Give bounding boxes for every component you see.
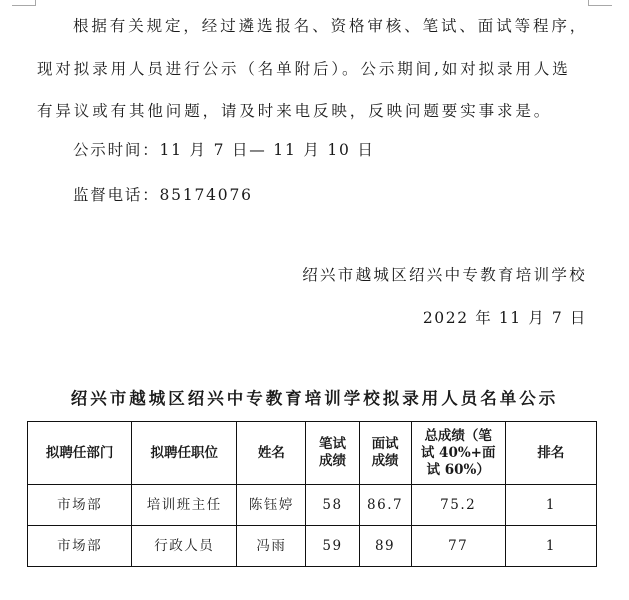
header-total-score — [411, 422, 505, 485]
cell-department: 市场部 — [28, 485, 132, 526]
cell-department: 市场部 — [28, 526, 132, 567]
cell-total-score: 75.2 — [411, 485, 505, 526]
roster-title: 绍兴市越城区绍兴中专教育培训学校拟录用人员名单公示 — [70, 389, 559, 408]
header-name: 姓名 — [237, 422, 306, 485]
cell-position: 培训班主任 — [132, 485, 237, 526]
header-total-score-line-2: 试 40%+面 — [420, 444, 496, 461]
cell-name: 陈钰婷 — [237, 485, 306, 526]
header-total-score-line-3: 试 60%） — [426, 461, 490, 478]
cell-name: 冯雨 — [237, 526, 306, 567]
signature-organization: 绍兴市越城区绍兴中专教育培训学校 — [302, 266, 587, 284]
publicity-period: 公示时间：11 月 7 日— 11 月 10 日 — [73, 141, 375, 159]
notice-paragraph-line-2: 现对拟录用人员进行公示（名单附后）。公示期间,如对拟录用人选 — [37, 60, 571, 78]
supervision-phone: 监督电话：85174076 — [73, 186, 253, 204]
table-header-row — [28, 422, 597, 485]
page-margin-corner-mark-left — [12, 0, 36, 6]
cell-written-score: 59 — [306, 526, 359, 567]
notice-paragraph-line-3: 有异议或有其他问题，请及时来电反映，反映问题要实事求是。 — [37, 102, 553, 120]
page-margin-corner-mark-right — [588, 0, 612, 6]
header-total-score-line-1: 总成绩（笔 — [424, 427, 492, 444]
cell-interview-score: 89 — [359, 526, 411, 567]
header-interview-score — [359, 422, 411, 485]
roster-table — [27, 421, 597, 567]
cell-rank: 1 — [505, 485, 596, 526]
cell-position: 行政人员 — [132, 526, 237, 567]
signature-date: 2022 年 11 月 7 日 — [422, 309, 587, 327]
cell-rank: 1 — [505, 526, 596, 567]
header-interview-score-line-1: 面试 — [371, 436, 399, 452]
cell-interview-score: 86.7 — [359, 485, 411, 526]
header-department: 拟聘任部门 — [28, 422, 132, 485]
header-written-score — [306, 422, 359, 485]
header-written-score-line-1: 笔试 — [318, 436, 346, 452]
header-written-score-line-2: 成绩 — [318, 453, 346, 469]
cell-written-score: 58 — [306, 485, 359, 526]
header-rank: 排名 — [505, 422, 596, 485]
table-row — [28, 526, 597, 567]
cell-total-score: 77 — [411, 526, 505, 567]
header-position: 拟聘任职位 — [132, 422, 237, 485]
notice-paragraph-line-1: 根据有关规定，经过遴选报名、资格审核、笔试、面试等程序， — [73, 17, 589, 35]
table-row — [28, 485, 597, 526]
header-interview-score-line-2: 成绩 — [371, 453, 399, 469]
